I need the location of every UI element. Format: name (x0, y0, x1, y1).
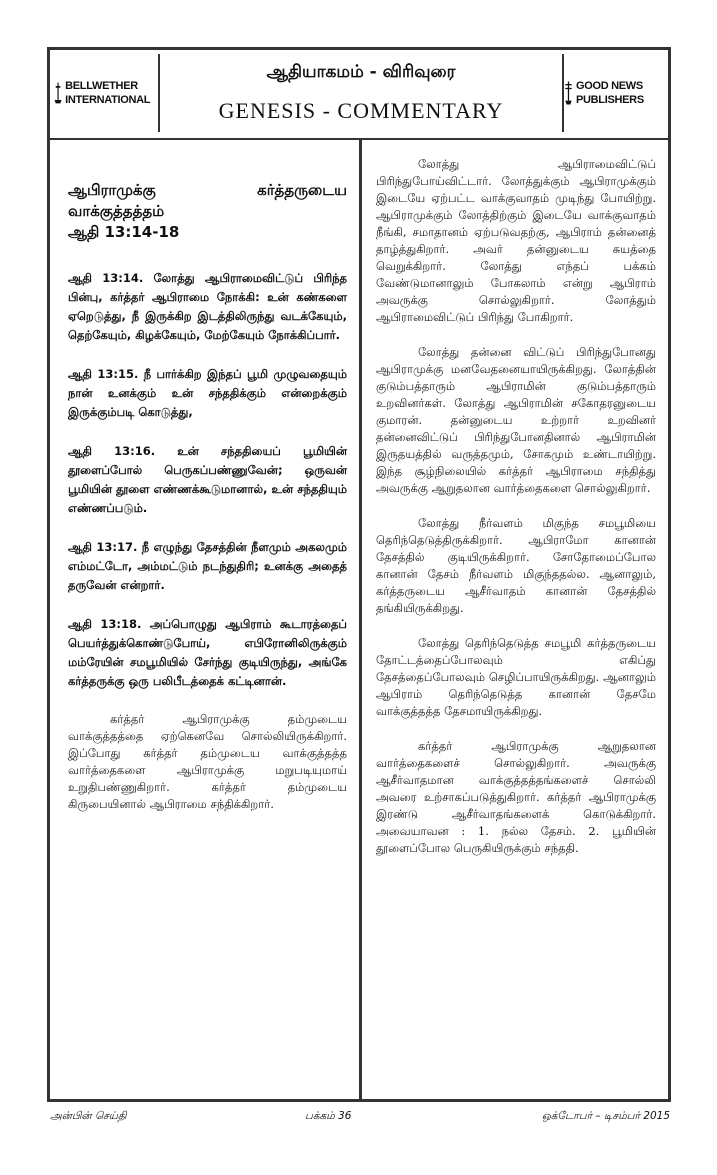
commentary-paragraph: லோத்து தன்னை விட்டுப் பிரிந்துபோனது ஆபிராமுக்கு மனவேதனையாயிருக்கிறது. லோத்தின் குடும்பத்தாரும் ஆபிராமின் குடும்பத்தாரும் உறவினர்கள். லோத்து ஆபிராமின் சகோதரனுடைய குமாரன். தன்னுடைய உற்றார் உறவினர் தன்னைவிட்டுப் பிரிந்துபோனதினால் ஆபிராமின் இருதயத்தில் வருத்தமும், சோகமும் உண்டாயிற்று. இந்த சூழ்நிலையில் கர்த்தர் ஆபிராமை சந்தித்து அவருக்கு ஆறுதலான வார்த்தைகளை சொல்லுகிறார். (376, 345, 656, 495)
commentary-paragraph: லோத்து தெரிந்தெடுத்த சமபூமி கர்த்தருடைய தோட்டத்தைப்போலவும் எகிப்து தேசத்தைப்போலவும் செழிப்பாயிருக்கிறது. ஆனாலும் ஆபிராம் தெரிந்தெடுத்த கானான் தேசமே வாக்குத்தத்த தேசமாயிருக்கிறது. (376, 636, 656, 718)
page-header (50, 50, 668, 140)
commentary-paragraph: லோத்து நீர்வளம் மிகுந்த சமபூமியை தெரிந்தெடுத்திருக்கிறார். ஆபிராமோ கானான் தேசத்தில் குடியிருக்கிறார். சோதோமைப்போல கானான் தேசம் நீர்வளம் மிகுந்ததல்ல. ஆனாலும், கர்த்தருடைய ஆசீர்வாதம் கானான் தேசத்தில் தங்கியிருக்கிறது. (376, 516, 656, 615)
bell-icon (54, 75, 62, 111)
good-news-logo-text: GOOD NEWS PUBLISHERS (575, 80, 644, 106)
page-footer (50, 1110, 670, 1126)
bellwether-logo (54, 54, 160, 132)
title-block (162, 56, 560, 124)
heading-line: ஆபிராமுக்கு கர்த்தருடைய (68, 181, 347, 199)
title-english: GENESIS - COMMENTARY (218, 98, 504, 123)
commentary-paragraph: கர்த்தர் ஆபிராமுக்கு தம்முடைய வாக்குத்தத்தை ஏற்கெனவே சொல்லியிருக்கிறார். இப்போது கர்த்தர் தம்முடைய வாக்குத்தத்த வார்த்தைகளை ஆபிராமுக்கு மறுபடியுமாய் உறுதிபண்ணுகிறார். கர்த்தர் தம்முடைய கிருபையினால் ஆபிராமை சந்திக்கிறார். (68, 712, 347, 811)
title-tamil: ஆதியாகமம் - விரிவுரை (266, 62, 456, 82)
verse-13-14: ஆதி 13:14. லோத்து ஆபிராமைவிட்டுப் பிரிந்த பின்பு, கர்த்தர் ஆபிராமை நோக்கி: உன் கண்களை ஏறெடுத்து, நீ இருக்கிற இடத்திலிருந்து வடக்கேயும், தெற்கேயும், கிழக்கேயும், மேற்கேயும் நோக்கிப்பார். (68, 271, 347, 342)
footer-publication: அன்பின் செய்தி (50, 1110, 127, 1122)
right-column (362, 138, 668, 1099)
page-frame (47, 47, 671, 1102)
verse-13-18: ஆதி 13:18. அப்பொழுது ஆபிராம் கூடாரத்தைப் பெயர்த்துக்கொண்டுபோய், எபிரோனிலிருக்கும் மம்ரேயின் சமபூமியில் சேர்ந்து குடியிருந்து, அங்கே கர்த்தருக்கு ஒரு பலிபீடத்தைக் கட்டினான். (68, 617, 347, 688)
verse-13-16: ஆதி 13:16. உன் சந்ததியைப் பூமியின் தூளைப்போல் பெருகப்பண்ணுவேன்; ஒருவன் பூமியின் தூளை எண்ணக்கூடுமானால், உன் சந்ததியும் எண்ணப்படும். (68, 444, 347, 515)
heading-reference: ஆதி 13:14-18 (68, 223, 180, 241)
footer-date: ஒக்டோபர் – டிசம்பர் 2015 (541, 1110, 670, 1122)
verse-13-15: ஆதி 13:15. நீ பார்க்கிற இந்தப் பூமி முழுவதையும் நான் உனக்கும் உன் சந்ததிக்கும் என்றைக்கும் இருக்கும்படி கொடுத்து, (68, 367, 347, 419)
bellwether-logo-text: BELLWETHER INTERNATIONAL (65, 80, 151, 106)
commentary-paragraph: கர்த்தர் ஆபிராமுக்கு ஆறுதலான வார்த்தைகளைச் சொல்லுகிறார். அவருக்கு ஆசீர்வாதமான வாக்குத்தத்தங்களைச் சொல்லி அவரை உற்சாகப்படுத்துகிறார். கர்த்தர் ஆபிராமுக்கு இரண்டு ஆசீர்வாதங்களைக் கொடுக்கிறார். அவையாவன : 1. நல்ல தேசம். 2. பூமியின் தூளைப்போல பெருகியிருக்கும் சந்ததி. (376, 739, 656, 855)
section-heading (68, 180, 347, 243)
lamp-icon (564, 75, 573, 111)
commentary-paragraph: லோத்து ஆபிராமைவிட்டுப் பிரிந்துபோய்விட்டார். லோத்துக்கும் ஆபிராமுக்கும் இடையே ஏற்பட்ட வாக்குவாதம் முடிந்து போயிற்று. ஆபிராமுக்கும் லோத்திற்கும் இடையே வாக்குவாதம் நீங்கி, சமாதானம் ஏற்படுவதற்கு, ஆபிராம் தன்னைத் தாழ்த்துகிறார். அவர் தன்னுடைய சுயத்தை வெறுக்கிறார். லோத்து எந்தப் பக்கம் வேண்டுமானாலும் போகலாம் என்று ஆபிராம் அவருக்கு சொல்லுகிறார். லோத்தும் ஆபிராமைவிட்டுப் பிரிந்து போகிறார். (376, 157, 656, 324)
left-column (50, 138, 359, 1099)
heading-line: வாக்குத்தத்தம் (68, 202, 165, 220)
verse-13-17: ஆதி 13:17. நீ எழுந்து தேசத்தின் நீளமும் அகலமும் எம்மட்டோ, அம்மட்டும் நடந்துதிரி; உனக்கு அதைத் தருவேன் என்றார். (68, 540, 347, 592)
good-news-logo (562, 54, 664, 132)
footer-page-number: பக்கம் 36 (305, 1110, 352, 1122)
